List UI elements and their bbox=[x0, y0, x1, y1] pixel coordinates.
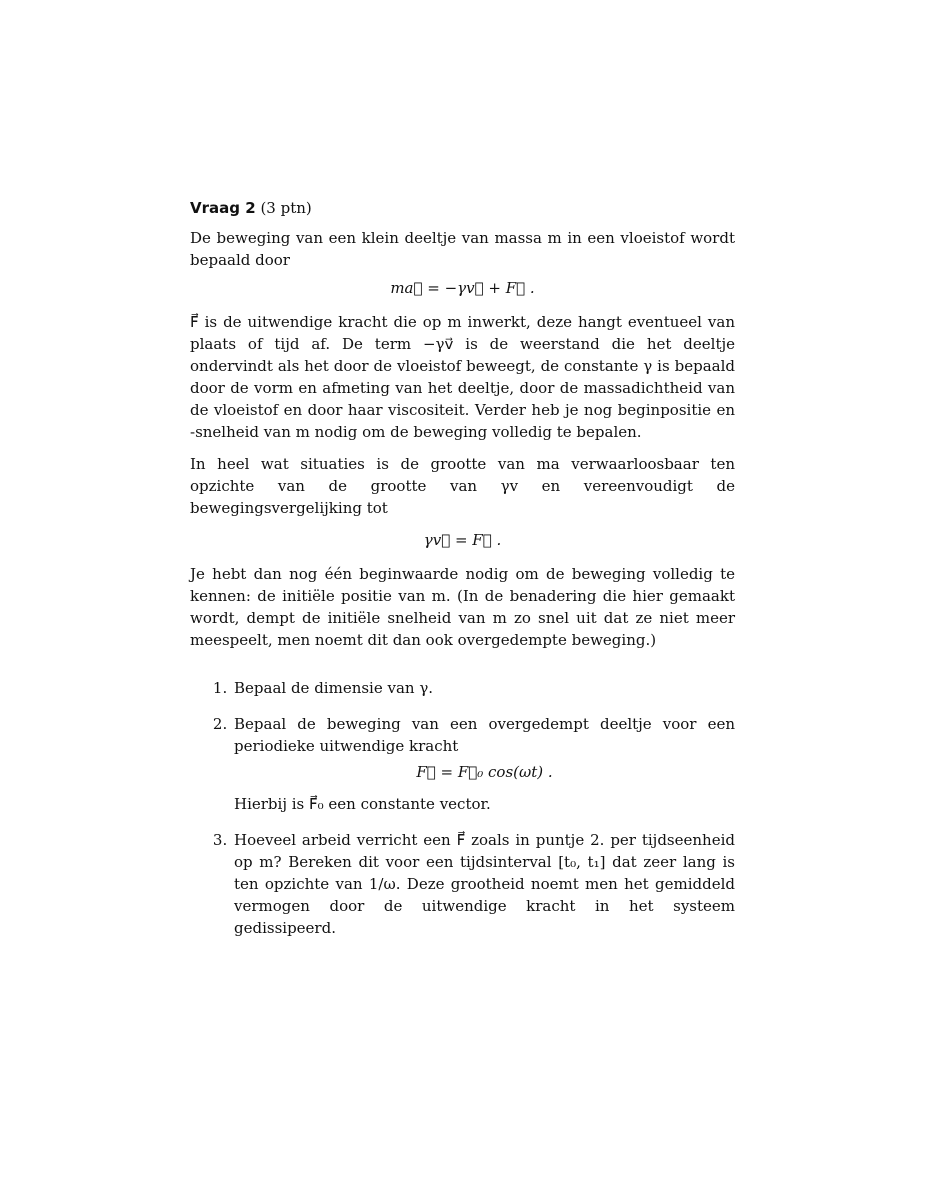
equation-overdamped: γv⃗ = F⃗ . bbox=[423, 531, 502, 549]
sub-question-text: Bepaal de dimensie van γ. bbox=[234, 679, 434, 697]
question-title: Vraag 2 bbox=[190, 199, 256, 217]
intro-paragraph-2: F⃗ is de uitwendige kracht die op m inwerkt, deze hangt eventueel van plaats of tijd af. De term −γv⃗ is de weerstand die het deeltje ondervindt als het door de vloeistof beweegt, de constante γ is bepaald door de vorm en afmeting van het deeltje, door de massadichtheid van de vloeistof en door haar viscositeit. Verder heb je nog beginpositie en -snelheid van m nodig om de beweging volledig te bepalen. bbox=[190, 313, 735, 441]
question-heading bbox=[190, 197, 735, 219]
sub-question-1 bbox=[232, 677, 735, 699]
intro-paragraph-4: Je hebt dan nog één beginwaarde nodig om de beweging volledig te kennen: de initiële positie van m. (In de benadering die hier gemaakt wordt, dempt de initiële snelheid van m zo snel uit dat ze niet meer meespeelt, men noemt dit dan ook overgedempte beweging.) bbox=[190, 565, 735, 649]
sub-question-note: Hierbij is F⃗₀ een constante vector. bbox=[234, 795, 491, 813]
sub-question-2 bbox=[232, 713, 735, 815]
question-points: (3 ptn) bbox=[260, 199, 312, 217]
equation-motion: ma⃗ = −γv⃗ + F⃗ . bbox=[390, 279, 535, 297]
sub-question-text: Bepaal de beweging van een overgedempt deeltje voor een periodieke uitwendige kracht bbox=[234, 715, 735, 755]
intro-paragraph-3: In heel wat situaties is de grootte van ma verwaarloosbaar ten opzichte van de grootte van γv en vereenvoudigt de bewegingsvergelijking tot bbox=[190, 455, 735, 517]
equation-periodic-force: F⃗ = F⃗₀ cos(ωt) . bbox=[416, 763, 553, 781]
sub-question-3 bbox=[232, 829, 735, 939]
question-content bbox=[190, 197, 735, 953]
intro-paragraph-1: De beweging van een klein deeltje van massa m in een vloeistof wordt bepaald door bbox=[190, 229, 735, 269]
sub-question-text: Hoeveel arbeid verricht een F⃗ zoals in puntje 2. per tijdseenheid op m? Bereken dit voor een tijdsinterval [t₀, t₁] dat zeer lang is ten opzichte van 1/ω. Deze grootheid noemt men het gemiddeld vermogen door de uitwendige kracht in het systeem gedissipeerd. bbox=[234, 831, 735, 937]
sub-questions-list bbox=[190, 677, 735, 939]
